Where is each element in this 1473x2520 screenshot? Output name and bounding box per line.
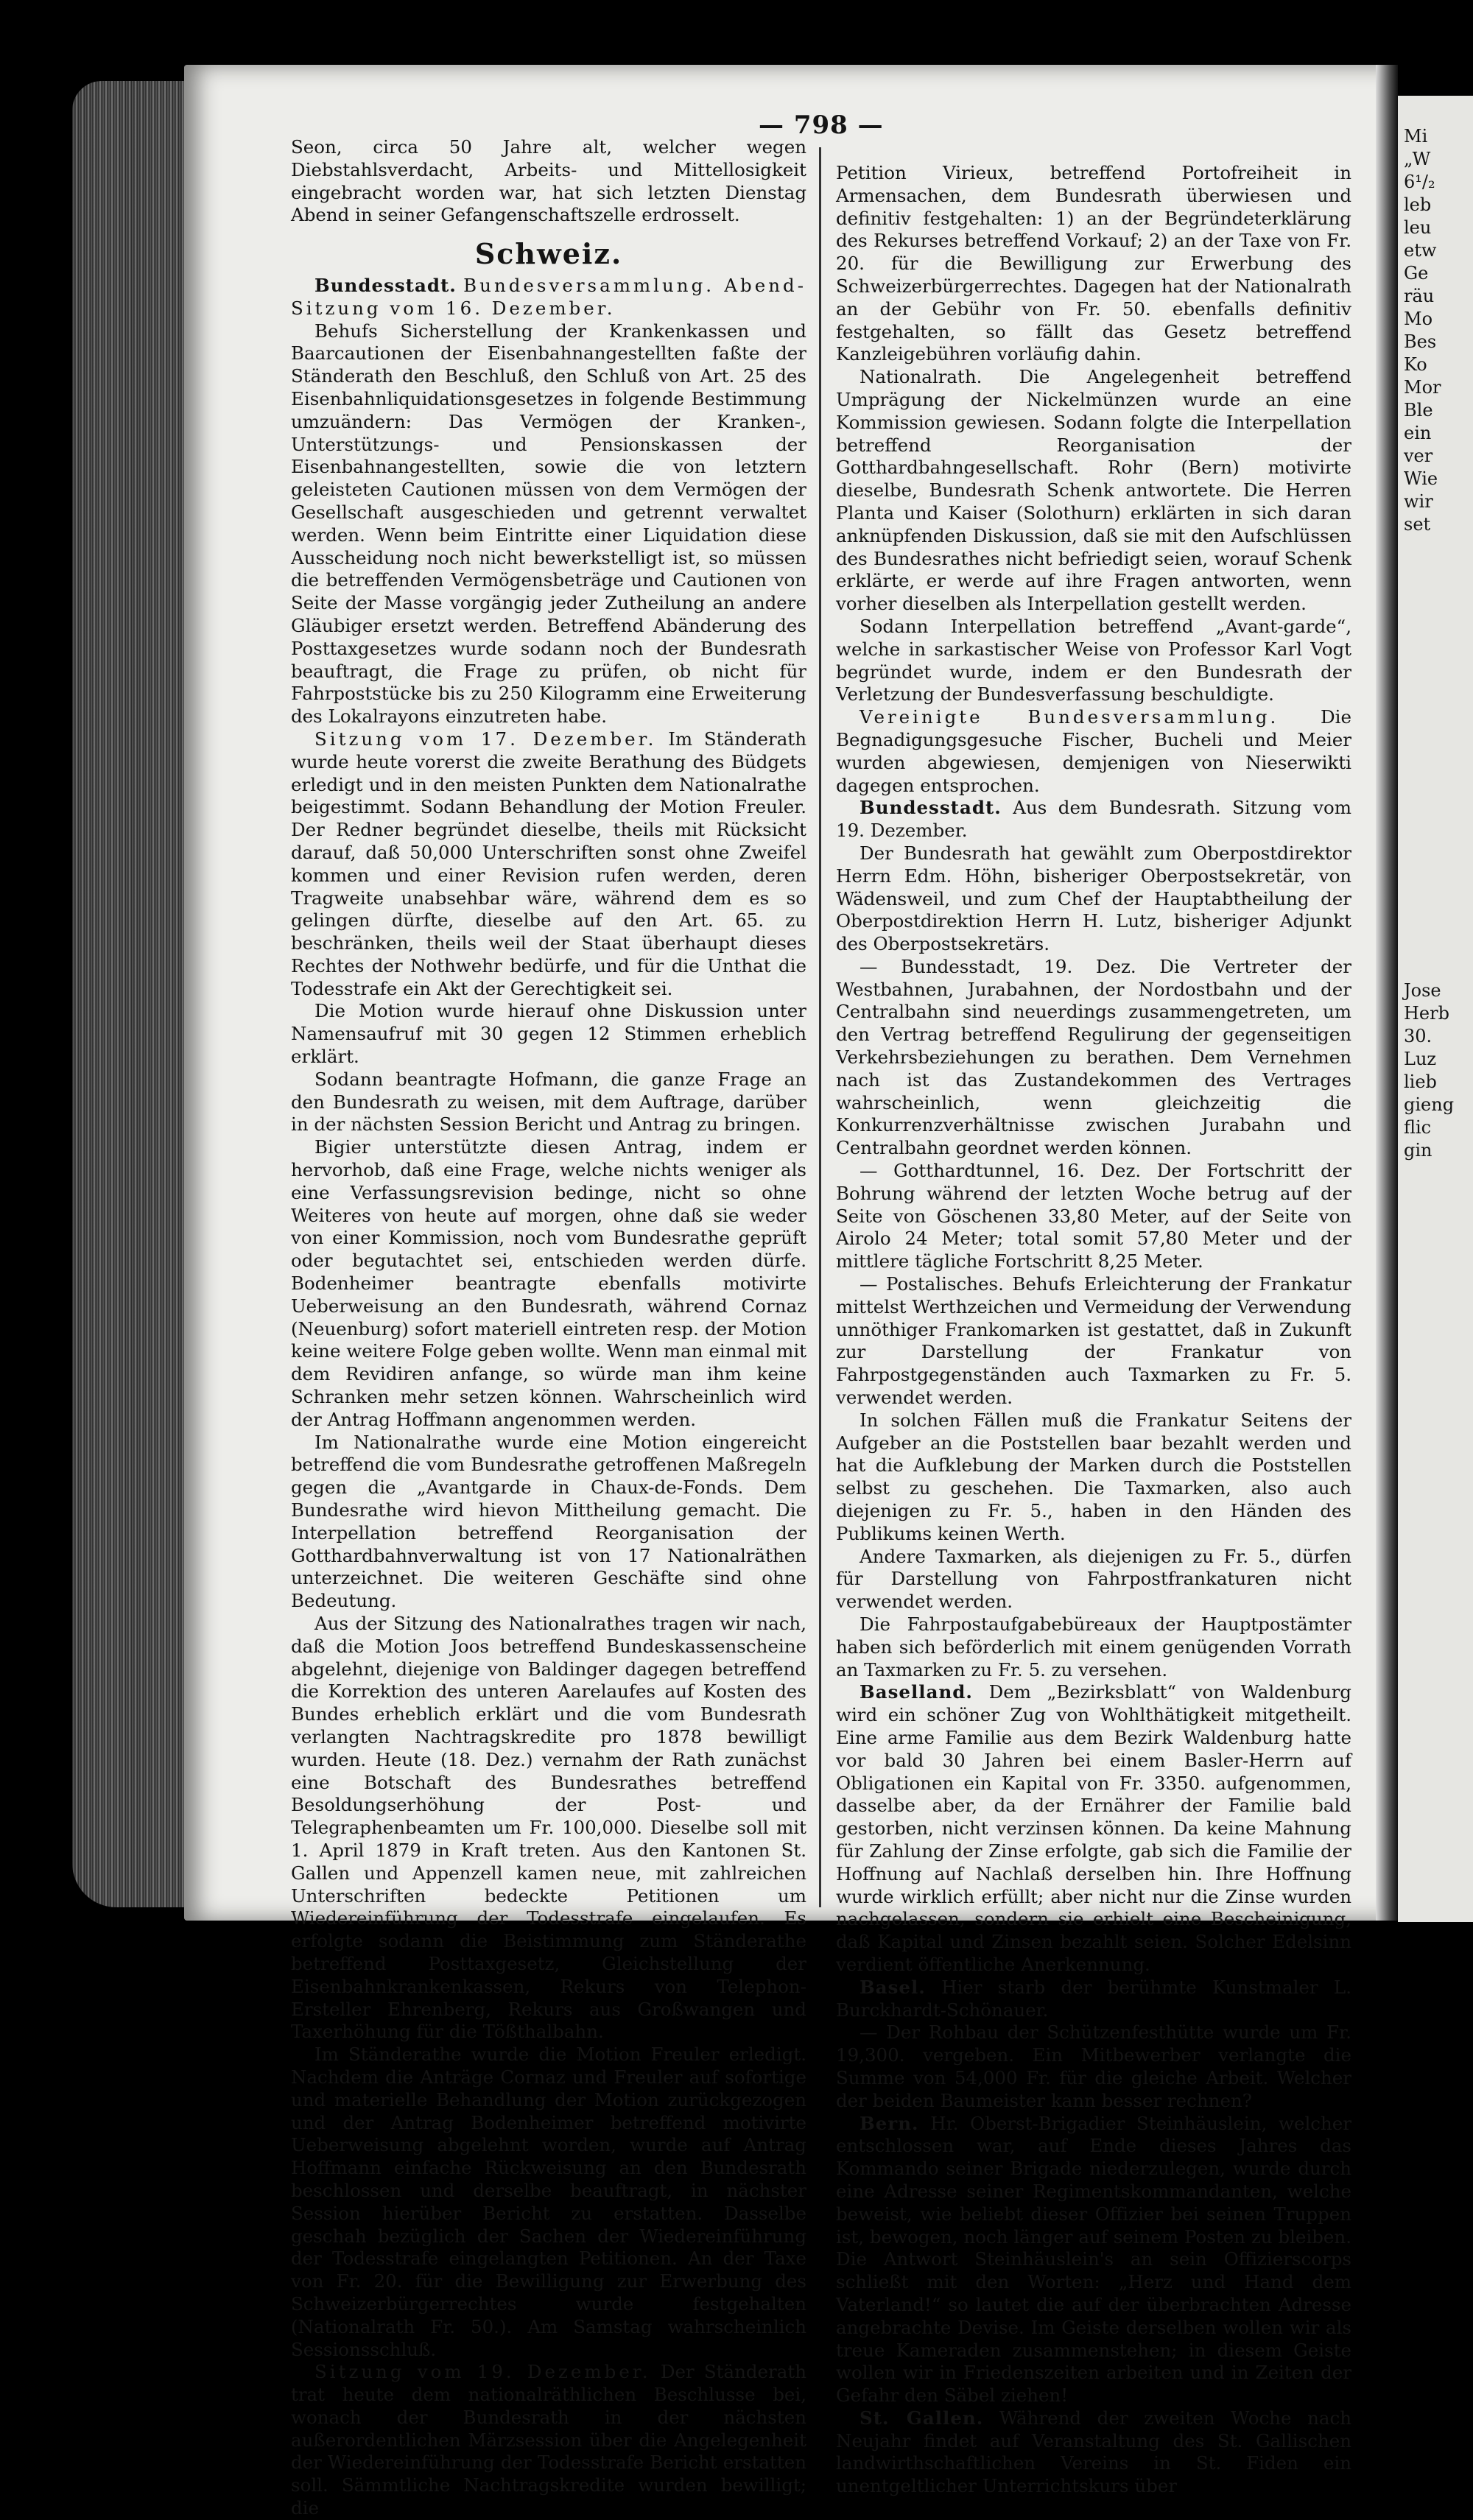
dateline: Bern. bbox=[859, 2112, 919, 2134]
column-divider bbox=[819, 147, 821, 1907]
paragraph-text: Der Ständerath trat heute dem nationalräthlichen Beschlusse bei, wonach der Bundesrath in der nächsten außerordentlichen Märzsession über die Angelegenheit der Wiedereinführung der Todesstrafe Bericht erstatten soll. Sämmtliche Nachtragskredite wurden bewilligt; die bbox=[291, 2361, 806, 2519]
next-page-line: ein bbox=[1404, 423, 1432, 443]
next-page-line: leb bbox=[1404, 194, 1432, 215]
page-number: — 798 — bbox=[759, 110, 884, 140]
next-page-line: räu bbox=[1404, 286, 1435, 306]
dateline: Bundesstadt. bbox=[859, 797, 1002, 819]
next-page-line: wir bbox=[1404, 491, 1433, 512]
right-column bbox=[836, 162, 1351, 2498]
next-page-line: gieng bbox=[1404, 1094, 1455, 1115]
next-page-fragment bbox=[1398, 96, 1473, 1922]
paragraph: Nationalrath. Die Angelegenheit betreffend Umprägung der Nickelmünzen wurde an eine Kommission gewiesen. Sodann folgte die Interpellation betreffend Reorganisation der Gotthardbahngesellschaft. Rohr (Bern) motivirte dieselbe, Bundesrath Schenk antwortete. Die Herren Planta und Kaiser (Solothurn) erklärten in sich daran anknüpfenden Diskussion, daß sie mit den Aufschlüssen des Bundesrathes nicht befriedigt seien, worauf Schenk erklärte, er werde auf ihre Fragen antworten, wenn vorher dieselben als Interpellation gestellt werden. bbox=[836, 366, 1351, 615]
left-column bbox=[291, 136, 806, 2520]
section-title: Schweiz. bbox=[474, 237, 623, 271]
next-page-line: Jose bbox=[1404, 980, 1441, 1001]
next-page-line: leu bbox=[1404, 217, 1432, 238]
next-page-line: Ko bbox=[1404, 354, 1427, 375]
paragraph: Andere Taxmarken, als diejenigen zu Fr. 5., dürfen für Darstellung von Fahrpostfrankaturen nicht verwendet werden. bbox=[836, 1545, 1351, 1613]
paragraph-text: Hr. Oberst-Brigadier Steinhäuslein, welcher entschlossen war, auf Ende dieses Jahres das Kommando seiner Brigade niederzulegen, wurde durch eine Adresse seiner Regimentskommandanten, welche beweist, wie beliebt dieser Offizier bei seinen Truppen ist, bewogen, noch länger auf seinem Posten zu bleiben. Die Antwort Steinhäuslein's an sein Offizierscorps schließt mit den Worten: „Herz und Hand dem Vaterland!“ so lautet die auf der überbrachten Adresse angebrachte Devise. Im Geiste derselben wollen wir als treue Kameraden zusammenstehen; in diesem Geiste wollen wir in Friedenszeiten arbeiten und in Zeiten der Gefahr den Säbel ziehen! bbox=[836, 2112, 1351, 2407]
paragraph-text: Dem „Bezirksblatt“ von Waldenburg wird ein schöner Zug von Wohlthätigkeit mitgetheilt. Eine arme Familie aus dem Bezirk Waldenburg hatte vor bald 30 Jahren bei einem Basler-Herrn auf Obligationen ein Kapital von Fr. 3350. aufgenommen, dasselbe aber, da der Ernährer der Familie bald gestorben, nicht verzinsen können. Da keine Mahnung für Zahlung der Zinse erfolgte, gab sich die Familie der Hoffnung auf Nachlaß derselben hin. Ihre Hoffnung wurde wirklich erfüllt; aber nicht nur die Zinse wurden nachgelassen, sondern sie erhielt eine Bescheinigung, daß Kapital und Zinsen bezahlt seien. Solcher Edelsinn verdient öffentliche Anerkennung. bbox=[836, 1681, 1351, 1975]
paragraph: — Gotthardtunnel, 16. Dez. Der Fortschritt der Bohrung während der letzten Woche betrug auf der Seite von Göschenen 33,80 Meter, auf der Seite von Airolo 24 Meter; total somit 57,80 Meter und der mittlere tägliche Fortschritt 8,25 Meter. bbox=[836, 1160, 1351, 1273]
paragraph: Aus der Sitzung des Nationalrathes tragen wir nach, daß die Motion Joos betreffend Bundeskassenscheine abgelehnt, diejenige von Baldinger dagegen betreffend die Korrektion des unteren Aarelaufes auf Kosten des Bundes erheblich erklärt und die vom Bundesrath verlangten Nachtragskredite pro 1878 bewilligt wurden. Heute (18. Dez.) vernahm der Rath zunächst eine Botschaft des Bundesrathes betreffend Besoldungserhöhung der Post- und Telegraphenbeamten um Fr. 100,000. Dieselbe soll mit 1. April 1879 in Kraft treten. Aus den Kantonen St. Gallen und Appenzell kamen neue, mit zahlreichen Unterschriften bedeckte Petitionen um Wiedereinführung der Todesstrafe eingelaufen. Es erfolgte sodann die Beistimmung zum Ständerathe betreffend Posttaxgesetz, Gleichstellung der Eisenbahnkrankenkassen, Rekurs von Telephon-Ersteller Ehrenberg, Rekurs aus Großwangen und Taxerhöhung für die Tößthalbahn. bbox=[291, 1613, 806, 2043]
session-heading: Vereinigte Bundesversammlung. bbox=[859, 706, 1279, 728]
paragraph: Behufs Sicherstellung der Krankenkassen und Baarcautionen der Eisenbahnangestellten faßte der Ständerath den Beschluß, den Schluß von Art. 25 des Eisenbahnliquidationsgesetzes in folgende Bestimmung umzuändern: Das Vermögen der Kranken-, Unterstützungs- und Pensionskassen der Eisenbahnangestellten, sowie die von letztern geleisteten Cautionen müssen von dem Vermögen der Gesellschaft ausgeschieden und getrennt verwaltet werden. Wenn beim Eintritte einer Liquidation diese Ausscheidung noch nicht bewerkstelligt ist, so müssen die betreffenden Vermögensbeträge und Cautionen von Seite der Masse vorgängig jeder Zutheilung an andere Gläubiger ersetzt werden. Betreffend Abänderung des Posttaxgesetzes wurde sodann noch der Bundesrath beauftragt, die Frage zu prüfen, ob nicht für Fahrpoststücke bis zu 250 Kilogramm eine Erweiterung des Lokalrayons einzutreten habe. bbox=[291, 320, 806, 728]
paragraph: — Postalisches. Behufs Erleichterung der Frankatur mittelst Werthzeichen und Vermeidung der Verwendung unnöthiger Frankomarken ist gestattet, daß in Zukunft zur Darstellung der Frankatur von Fahrpostgegenständen auch Taxmarken zu Fr. 5. verwendet werden. bbox=[836, 1273, 1351, 1409]
next-page-line: 30. bbox=[1404, 1026, 1432, 1046]
next-page-line: „W bbox=[1404, 149, 1431, 169]
paragraph: Bigier unterstützte diesen Antrag, indem er hervorhob, daß eine Frage, welche nichts weniger als eine Verfassungsrevision bedinge, nicht so ohne Weiteres von heute auf morgen, ohne daß sie weder von einer Kommission, noch vom Bundesrathe geprüft oder begutachtet sei, entschieden werden dürfe. Bodenheimer beantragte ebenfalls motivirte Ueberweisung an den Bundesrath, während Cornaz (Neuenburg) sofort materiell eintreten resp. der Motion keine weitere Folge geben wollte. Wenn man einmal mit dem Revidiren anfange, so würde man ihm keine Schranken mehr setzen können. Wahrscheinlich wird der Antrag Hoffmann angenommen werden. bbox=[291, 1136, 806, 1430]
paragraph-text: Während der zweiten Woche nach Neujahr findet auf Veranstaltung des St. Gallischen landwirthschaftlichen Vereins in St. Fiden ein unentgeltlicher Unterrichtskurs über bbox=[836, 2407, 1351, 2497]
next-page-line: Mi bbox=[1404, 126, 1428, 147]
paragraph: Die Motion wurde hierauf ohne Diskussion unter Namensaufruf mit 30 gegen 12 Stimmen erheblich erklärt. bbox=[291, 1000, 806, 1068]
next-page-line: Mor bbox=[1404, 377, 1441, 398]
next-page-middle-lines bbox=[1398, 979, 1454, 1162]
session-heading: Sitzung vom 17. Dezember. bbox=[314, 728, 657, 750]
next-page-line: Herb bbox=[1404, 1003, 1449, 1024]
session-heading: Bundesversammlung. Abend-Sitzung vom 16. Dezember. bbox=[291, 274, 806, 319]
next-page-line: lieb bbox=[1404, 1071, 1437, 1092]
paragraph-text: Im Ständerath wurde heute vorerst die zweite Berathung des Büdgets erledigt und in den meisten Punkten dem Nationalrathe beigestimmt. Sodann Behandlung der Motion Freuler. Der Redner begründet dieselbe, theils mit Rücksicht darauf, daß 50,000 Unterschriften sonst ohne Zweifel kommen und einer Revision rufen werden, deren Tragweite unabsehbar wäre, während dem es so gelingen dürfte, dieselbe auf den Art. 65. zu beschränken, theils weil der Staat überhaupt dieses Rechtes der Nothwehr bedürfe, und für die Unthat die Todesstrafe ein Akt der Gerechtigkeit sei. bbox=[291, 728, 807, 999]
next-page-line: ver bbox=[1404, 446, 1433, 466]
paragraph: — Der Rohbau der Schützenfesthütte wurde um Fr. 19,300. vergeben. Ein Mitbewerber verlangte die Summe von 54,000 Fr. für die gleiche Arbeit. Welcher der beiden Baumeister kann besser rechnen? bbox=[836, 2021, 1351, 2111]
dateline: Basel. bbox=[859, 1976, 926, 1998]
next-page-line: set bbox=[1404, 514, 1431, 535]
next-page-line: Mo bbox=[1404, 309, 1433, 329]
next-page-line: gin bbox=[1404, 1140, 1432, 1161]
dateline: St. Gallen. bbox=[859, 2407, 984, 2429]
page-gutter bbox=[1376, 65, 1398, 1921]
paragraph: Im Nationalrathe wurde eine Motion eingereicht betreffend die vom Bundesrathe getroffenen Maßregeln gegen die „Avantgarde in Chaux-de-Fonds. Dem Bundesrathe wird hievon Mittheilung gemacht. Die Interpellation betreffend Reorganisation der Gotthardbahnverwaltung ist von 17 Nationalräthen unterzeichnet. Die weiteren Geschäfte sind ohne Bedeutung. bbox=[291, 1431, 806, 1612]
next-page-line: etw bbox=[1404, 240, 1437, 261]
paragraph: — Bundesstadt, 19. Dez. Die Vertreter der Westbahnen, Jurabahnen, der Nordostbahn und der Centralbahn sind neuerdings zusammengetreten, um den Vertrag betreffend Regulirung der gegenseitigen Verkehrsbeziehungen zu berathen. Dem Vernehmen nach ist das Zustandekommen des Vertrages wahrscheinlich, wenn gleichzeitig die Konkurrenzverhältnisse zwischen Jurabahn und Centralbahn geordnet werden können. bbox=[836, 955, 1351, 1159]
paragraph: In solchen Fällen muß die Frankatur Seitens der Aufgeber an die Poststellen baar bezahlt werden und hat die Aufklebung der Marken durch die Poststellen selbst zu geschehen. Die Taxmarken, also auch diejenigen zu Fr. 5., haben in den Händen des Publikums keinen Werth. bbox=[836, 1409, 1351, 1544]
next-page-line: flic bbox=[1404, 1117, 1432, 1138]
session-heading: Sitzung vom 19. Dezember. bbox=[314, 2361, 651, 2383]
intro-paragraph: Seon, circa 50 Jahre alt, welcher wegen Diebstahlsverdacht, Arbeits- und Mittellosigkeit eingebracht worden war, hat sich letzten Dienstag Abend in seiner Gefangenschaftszelle erdrosselt. bbox=[291, 136, 806, 226]
next-page-line: Luz bbox=[1404, 1049, 1437, 1069]
paragraph-text: Die Begnadigungsgesuche Fischer, Bucheli und Meier wurden abgewiesen, demjenigen von Nieserwikti dagegen entsprochen. bbox=[836, 706, 1351, 796]
paragraph-text: Aus dem Bundesrath. Sitzung vom 19. Dezember. bbox=[836, 797, 1351, 842]
paragraph: Im Ständerathe wurde die Motion Freuler erledigt. Nachdem die Anträge Cornaz und Freuler auf sofortige und materielle Behandlung der Motion zurückgezogen und der Antrag Bodenheimer betreffend motivirte Ueberweisung abgelehnt worden, wurde auf Antrag Hoffmann einfache Rückweisung an den Bundesrath beschlossen und derselbe beauftragt, in nächster Session hierüber Bericht zu erstatten. Dasselbe geschah bezüglich der Sachen der Wiedereinführung der Todesstrafe eingelangten Petitionen. An der Taxe von Fr. 20. für die Bewilligung zur Erwerbung des Schweizerbürgerrechtes wurde festgehalten (Nationalrath Fr. 50.). Am Samstag wahrscheinlich Sessionsschluß. bbox=[291, 2044, 806, 2360]
dateline: Baselland. bbox=[859, 1681, 973, 1703]
paragraph: Sodann Interpellation betreffend „Avant-garde“, welche in sarkastischer Weise von Professor Karl Vogt begründet wurde, indem er den Bundesrath der Verletzung der Bundesverfassung beschuldigte. bbox=[836, 615, 1351, 705]
paragraph: Die Fahrpostaufgabebüreaux der Hauptpostämter haben sich beförderlich mit einem genügenden Vorrath an Taxmarken zu Fr. 5. zu versehen. bbox=[836, 1613, 1351, 1680]
paragraph-text: Hier starb der berühmte Kunstmaler L. Burckhardt-Schönauer. bbox=[836, 1976, 1351, 2021]
paragraph: Petition Virieux, betreffend Portofreiheit in Armensachen, dem Bundesrath überwiesen und definitiv festgehalten: 1) an der Begründeterklärung des Rekurses betreffend Vorkauf; 2) an der Taxe von Fr. 20. für die Bewilligung zur Erwerbung des Schweizerbürgerrechtes. Dagegen hat der Nationalrath an der Gebühr von Fr. 50. ebenfalls definitiv festgehalten, so fällt das Gesetz betreffend Kanzleigebühren vorläufig dahin. bbox=[836, 162, 1351, 365]
next-page-line: Ble bbox=[1404, 400, 1433, 420]
next-page-line: Ge bbox=[1404, 263, 1429, 284]
next-page-line: Wie bbox=[1404, 468, 1438, 489]
next-page-line: 6¹/₂ bbox=[1404, 172, 1435, 192]
book-edge bbox=[72, 81, 190, 1907]
next-page-top-lines bbox=[1398, 125, 1441, 536]
dateline: Bundesstadt. bbox=[314, 274, 457, 296]
paragraph: Sodann beantragte Hofmann, die ganze Frage an den Bundesrath zu weisen, mit dem Auftrage, darüber in der nächsten Session Bericht und Antrag zu bringen. bbox=[291, 1068, 806, 1136]
next-page-line: Bes bbox=[1404, 331, 1437, 352]
paragraph: Der Bundesrath hat gewählt zum Oberpostdirektor Herrn Edm. Höhn, bisheriger Oberpostsekretär, von Wädensweil, und zum Chef der Hauptabtheilung der Oberpostdirektion Herrn H. Lutz, bisheriger Adjunkt des Oberpostsekretärs. bbox=[836, 842, 1351, 955]
